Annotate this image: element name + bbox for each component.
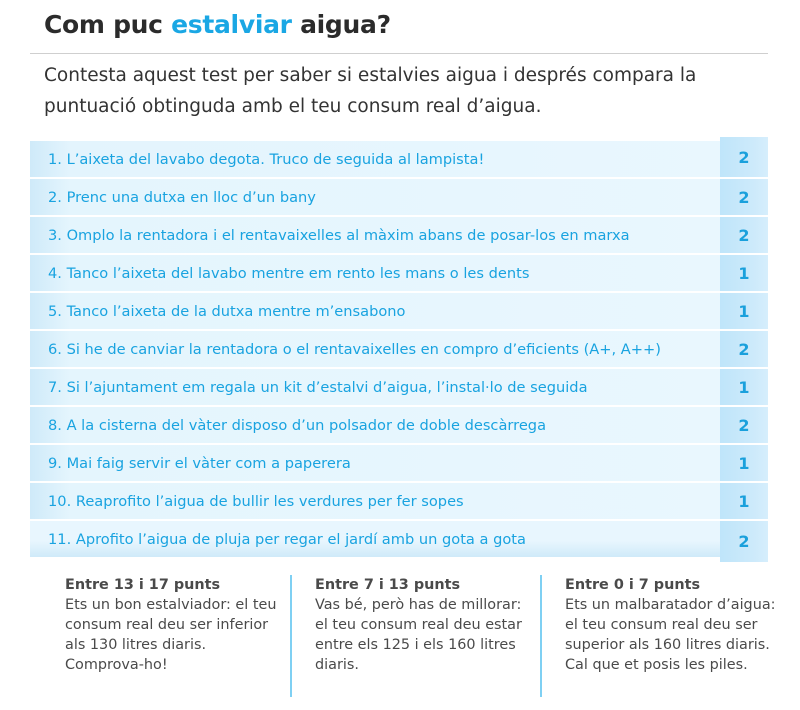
result-text: Ets un bon estalviador: el teu consum real deu ser inferior als 130 litres diaris. Comprova-ho! <box>65 597 277 673</box>
quiz-points: 2 <box>720 521 768 562</box>
quiz-question: 11. Aprofito l’aigua de pluja per regar el jardí amb un gota a gota <box>30 521 720 557</box>
result-heading: Entre 0 i 7 punts <box>565 577 701 593</box>
quiz-table <box>30 137 768 559</box>
title-accent: estalviar <box>171 10 292 39</box>
quiz-row <box>30 137 768 177</box>
quiz-row <box>30 445 768 481</box>
result-heading: Entre 7 i 13 punts <box>315 577 461 593</box>
quiz-row <box>30 331 768 367</box>
result-divider <box>290 575 292 697</box>
quiz-points: 1 <box>720 445 768 481</box>
quiz-row <box>30 521 768 557</box>
quiz-question: 1. L’aixeta del lavabo degota. Truco de seguida al lampista! <box>30 141 720 177</box>
score-results <box>40 575 780 700</box>
quiz-question: 5. Tanco l’aixeta de la dutxa mentre m’ensabono <box>30 293 720 329</box>
quiz-points: 2 <box>720 137 768 177</box>
quiz-question: 6. Si he de canviar la rentadora o el rentavaixelles en compro d’eficients (A+, A++) <box>30 331 720 367</box>
quiz-row <box>30 483 768 519</box>
page-title <box>44 10 391 39</box>
quiz-points: 1 <box>720 293 768 329</box>
quiz-question: 8. A la cisterna del vàter disposo d’un polsador de doble descàrrega <box>30 407 720 443</box>
quiz-points: 1 <box>720 483 768 519</box>
quiz-question: 4. Tanco l’aixeta del lavabo mentre em rento les mans o les dents <box>30 255 720 291</box>
quiz-row <box>30 369 768 405</box>
title-after: aigua? <box>291 10 391 39</box>
quiz-row <box>30 255 768 291</box>
result-high <box>65 575 280 675</box>
title-divider <box>30 53 768 54</box>
quiz-row <box>30 407 768 443</box>
quiz-points: 1 <box>720 255 768 291</box>
title-before: Com puc <box>44 10 172 39</box>
quiz-points: 2 <box>720 331 768 367</box>
quiz-points: 2 <box>720 217 768 253</box>
result-text: Ets un malbaratador d’aigua: el teu consum real deu ser superior als 160 litres diaris. Cal que et posis les piles. <box>565 597 776 673</box>
quiz-question: 7. Si l’ajuntament em regala un kit d’estalvi d’aigua, l’instal·lo de seguida <box>30 369 720 405</box>
quiz-row <box>30 293 768 329</box>
result-heading: Entre 13 i 17 punts <box>65 577 221 593</box>
result-divider <box>540 575 542 697</box>
result-text: Vas bé, però has de millorar: el teu consum real deu estar entre els 125 i els 160 litres diaris. <box>315 597 522 673</box>
quiz-points: 2 <box>720 179 768 215</box>
intro-text: Contesta aquest test per saber si estalvies aigua i després compara la puntuació obtinguda amb el teu consum real d’aigua. <box>44 65 697 117</box>
quiz-question: 2. Prenc una dutxa en lloc d’un bany <box>30 179 720 215</box>
quiz-question: 9. Mai faig servir el vàter com a paperera <box>30 445 720 481</box>
quiz-points: 2 <box>720 407 768 443</box>
quiz-points: 1 <box>720 369 768 405</box>
quiz-row <box>30 179 768 215</box>
quiz-question: 10. Reaprofito l’aigua de bullir les verdures per fer sopes <box>30 483 720 519</box>
result-low <box>565 575 780 675</box>
quiz-question: 3. Omplo la rentadora i el rentavaixelles al màxim abans de posar-los en marxa <box>30 217 720 253</box>
quiz-row <box>30 217 768 253</box>
result-mid <box>315 575 530 675</box>
